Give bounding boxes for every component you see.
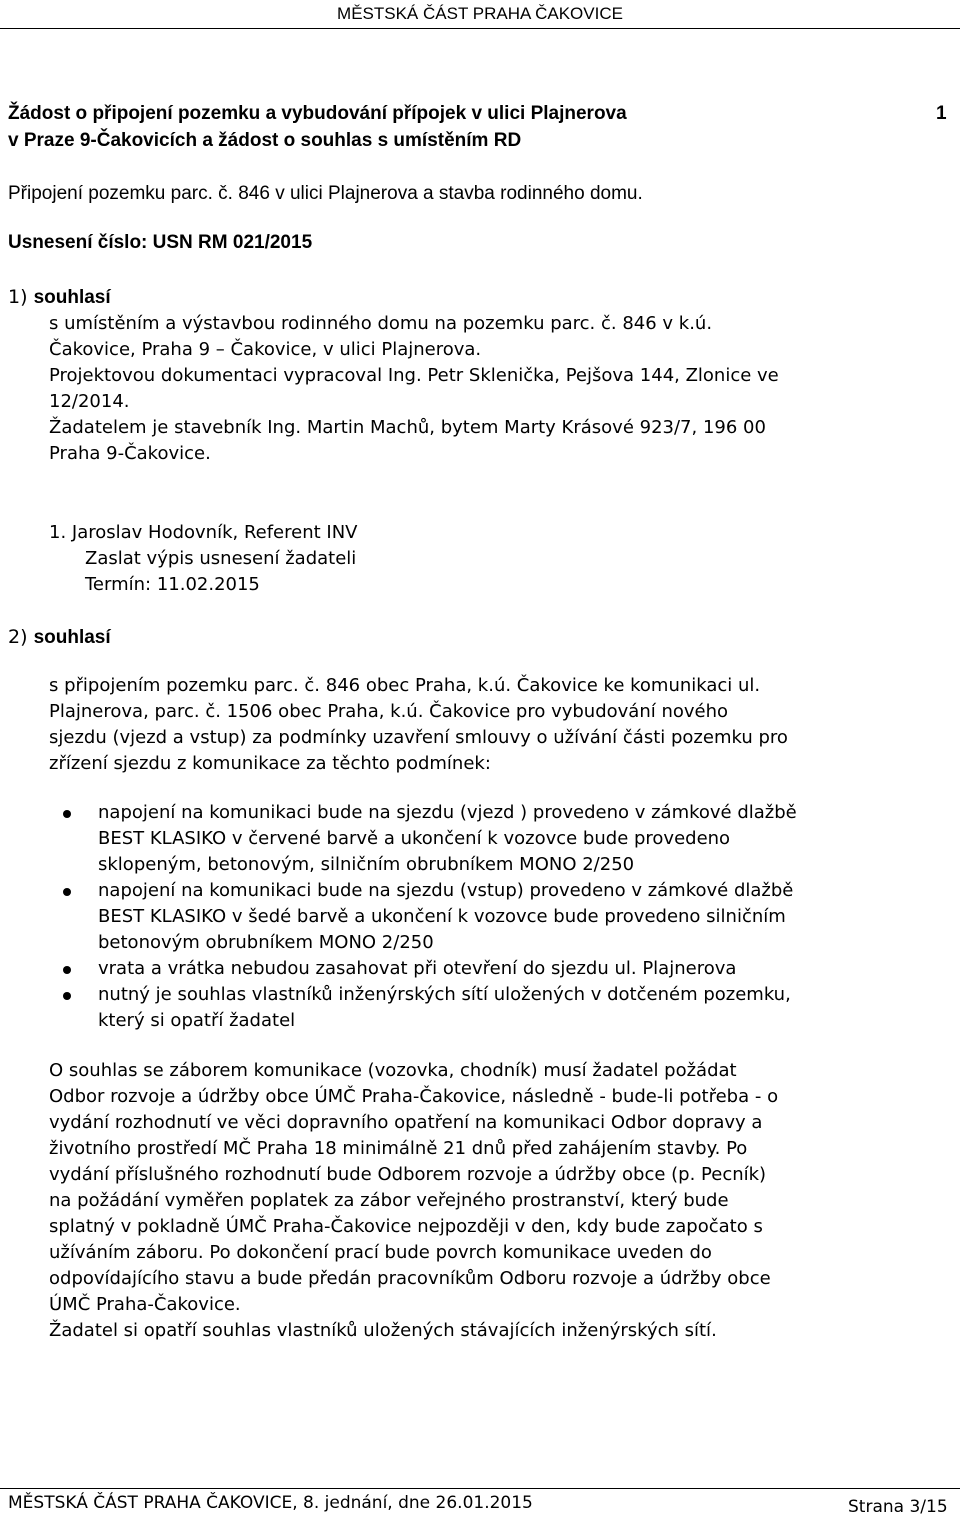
bullet-icon [63,810,71,818]
point-1-line: Čakovice, Praha 9 – Čakovice, v ulici Plajnerova. [49,339,482,360]
point-1-line: Praha 9-Čakovice. [49,443,211,464]
closing-line: Odbor rozvoje a údržby obce ÚMČ Praha-Čakovice, následně - bude-li potřeba - o [49,1086,779,1107]
closing-line: odpovídajícího stavu a bude předán pracovníkům Odboru rozvoje a údržby obce [49,1268,771,1289]
page-header: MĚSTSKÁ ČÁST PRAHA ČAKOVICE [337,4,623,23]
closing-line: splatný v pokladně ÚMČ Praha-Čakovice nejpozději v den, kdy bude započato s [49,1216,763,1237]
point-2-text [49,673,954,777]
point-1-verb: souhlasí [33,287,111,308]
closing-line: ÚMČ Praha-Čakovice. [49,1294,241,1315]
point-2-line: sjezdu (vjezd a vstup) za podmínky uzavření smlouvy o užívání části pozemku pro [49,727,788,748]
resolution-number: Usnesení číslo: USN RM 021/2015 [8,232,313,253]
point-2-label [8,624,111,651]
task-deadline: Termín: 11.02.2015 [85,574,260,595]
closing-line: vydání rozhodnutí ve věci dopravního opatření na komunikaci Odbor dopravy a [49,1112,763,1133]
agenda-item-number: 1 [936,103,947,124]
conditions-list [49,800,954,1034]
point-2-number: 2) [8,626,28,648]
condition-item [49,982,954,1034]
title-line-2: v Praze 9-Čakovicích a žádost o souhlas s umístěním RD [8,130,522,151]
condition-line: který si opatří žadatel [98,1010,296,1031]
condition-line: vrata a vrátka nebudou zasahovat při otevření do sjezdu ul. Plajnerova [98,958,737,979]
condition-item [49,878,954,956]
agenda-item-subject: Připojení pozemku parc. č. 846 v ulici Plajnerova a stavba rodinného domu. [8,183,643,204]
agenda-item-title [8,100,888,154]
condition-line: BEST KLASIKO v červené barvě a ukončení k vozovce bude provedeno [98,828,731,849]
point-1-line: 12/2014. [49,391,130,412]
point-2-line: Plajnerova, parc. č. 1506 obec Praha, k.ú. Čakovice pro vybudování nového [49,701,729,722]
condition-line: BEST KLASIKO v šedé barvě a ukončení k vozovce bude provedeno silničním [98,906,786,927]
task-description: Zaslat výpis usnesení žadateli [85,548,357,569]
condition-line: sklopeným, betonovým, silničním obrubníkem MONO 2/250 [98,854,635,875]
point-1-line: Projektovou dokumentaci vypracoval Ing. Petr Sklenička, Pejšova 144, Zlonice ve [49,365,779,386]
condition-item [49,800,954,878]
point-1-line: s umístěním a výstavbou rodinného domu na pozemku parc. č. 846 v k.ú. [49,313,713,334]
closing-line: Žadatel si opatří souhlas vlastníků uložených stávajících inženýrských sítí. [49,1320,717,1341]
bullet-icon [63,992,71,1000]
condition-item [49,956,954,982]
point-1-number: 1) [8,286,28,308]
condition-line: napojení na komunikaci bude na sjezdu (vstup) provedeno v zámkové dlažbě [98,880,794,901]
task-assignee: 1. Jaroslav Hodovník, Referent INV [49,522,358,543]
condition-line: napojení na komunikaci bude na sjezdu (vjezd ) provedeno v zámkové dlažbě [98,802,797,823]
point-2-verb: souhlasí [33,627,111,648]
point-2-line: zřízení sjezdu z komunikace za těchto podmínek: [49,753,491,774]
closing-paragraph [49,1058,954,1344]
closing-line: vydání příslušného rozhodnutí bude Odborem rozvoje a údržby obce (p. Pecník) [49,1164,767,1185]
condition-line: betonovým obrubníkem MONO 2/250 [98,932,434,953]
closing-line: užíváním záboru. Po dokončení prací bude povrch komunikace uveden do [49,1242,712,1263]
header-rule [0,28,960,29]
point-1-line: Žadatelem je stavebník Ing. Martin Machů, bytem Marty Krásové 923/7, 196 00 [49,417,766,438]
point-1-text [49,311,954,467]
condition-line: nutný je souhlas vlastníků inženýrských sítí uložených v dotčeném pozemku, [98,984,791,1005]
point-1-label [8,284,111,311]
footer-meeting-info: MĚSTSKÁ ČÁST PRAHA ČAKOVICE, 8. jednání, dne 26.01.2015 [8,1493,533,1513]
bullet-icon [63,888,71,896]
bullet-icon [63,966,71,974]
page-number: Strana 3/15 [848,1497,948,1517]
title-line-1: Žádost o připojení pozemku a vybudování přípojek v ulici Plajnerova [8,103,627,124]
closing-line: životního prostředí MČ Praha 18 minimálně 21 dnů před zahájením stavby. Po [49,1138,748,1159]
closing-line: O souhlas se záborem komunikace (vozovka, chodník) musí žadatel požádat [49,1060,737,1081]
task-assignment [49,520,358,598]
closing-line: na požádání vyměřen poplatek za zábor veřejného prostranství, který bude [49,1190,729,1211]
point-2-line: s připojením pozemku parc. č. 846 obec Praha, k.ú. Čakovice ke komunikaci ul. [49,675,761,696]
footer-rule [0,1488,960,1489]
